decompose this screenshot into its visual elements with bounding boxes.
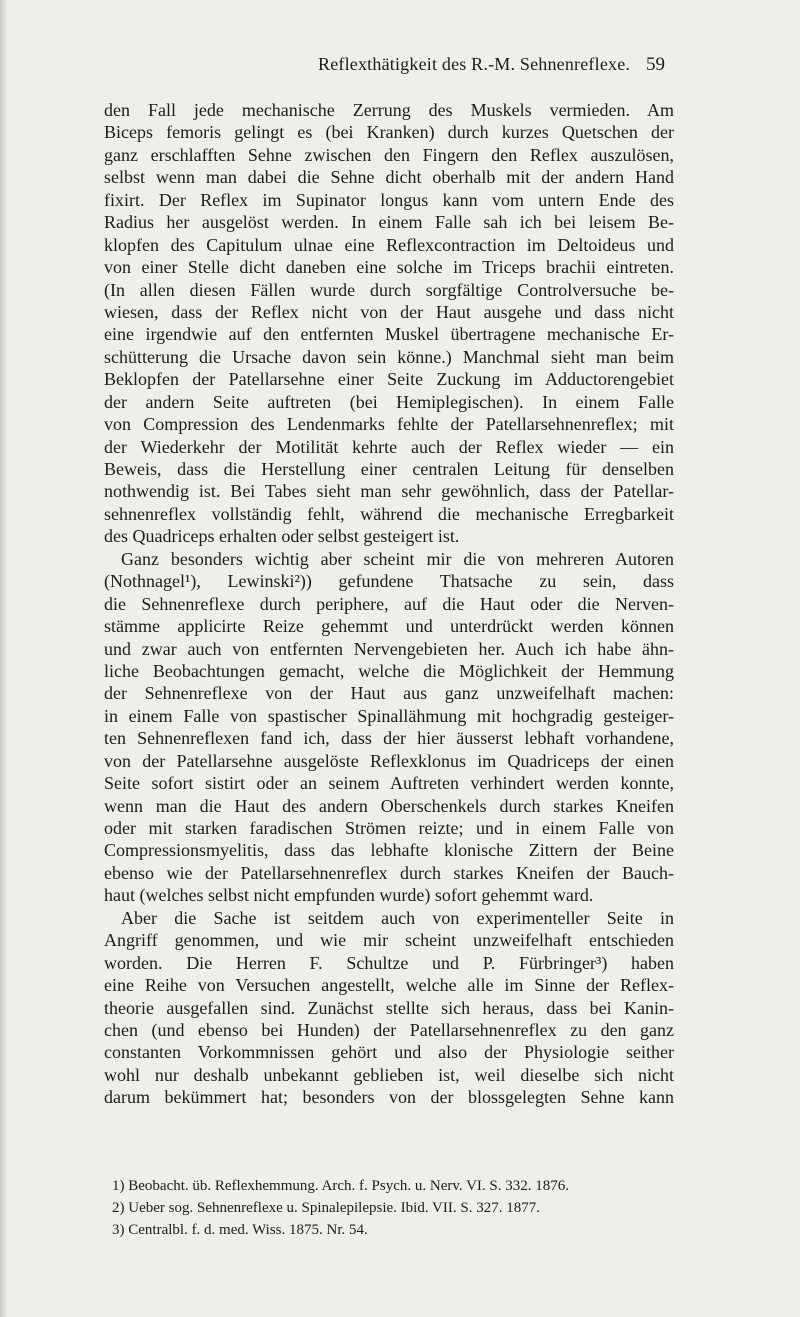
text-line: von der Patellarsehne ausgelöste Reflexklonus im Quadriceps der einen — [104, 750, 674, 771]
text-line: von einer Stelle dicht daneben eine solche im Triceps brachii eintreten. — [104, 257, 674, 278]
footnote: 1) Beobacht. üb. Reflexhemmung. Arch. f. Psych. u. Nerv. VI. S. 332. 1876. — [112, 1178, 570, 1194]
text-line: Ganz besonders wichtig aber scheint mir die von mehreren Autoren — [121, 548, 674, 569]
text-line: (In allen diesen Fällen wurde durch sorgfältige Controlversuche be- — [104, 279, 674, 300]
text-line: von Compression des Lendenmarks fehlte der Patellarsehnenreflex; mit — [104, 414, 674, 435]
text-line: haut (welches selbst nicht empfunden wurde) sofort gehemmt ward. — [104, 885, 594, 906]
text-line: die Sehnenreflexe durch periphere, auf die Haut oder die Nerven- — [104, 593, 674, 614]
text-line: darum bekümmert hat; besonders von der blossgelegten Sehne kann — [104, 1087, 674, 1108]
text-line: ebenso wie der Patellarsehnenreflex durch starkes Kneifen der Bauch- — [104, 862, 674, 883]
text-line: Radius her ausgelöst werden. In einem Falle sah ich bei leisem Be- — [104, 212, 674, 233]
text-line: stämme applicirte Reize gehemmt und unterdrückt werden können — [104, 616, 674, 637]
text-line: des Quadriceps erhalten oder selbst gesteigert ist. — [104, 526, 460, 547]
text-line: chen (und ebenso bei Hunden) der Patellarsehnenreflex zu den ganz — [104, 1019, 674, 1040]
page-edge-shadow — [0, 0, 8, 1317]
text-line: Beklopfen der Patellarsehne einer Seite Zuckung im Adductorengebiet — [104, 369, 674, 390]
footnote: 2) Ueber sog. Sehnenreflexe u. Spinalepilepsie. Ibid. VII. S. 327. 1877. — [112, 1199, 540, 1216]
text-line: Compressionsmyelitis, dass das lebhafte klonische Zittern der Beine — [104, 840, 674, 861]
text-line: selbst wenn man dabei die Sehne dicht oberhalb mit der andern Hand — [104, 167, 674, 188]
text-line: wohl nur deshalb unbekannt geblieben ist, weil dieselbe sich nicht — [104, 1064, 674, 1085]
text-line: Biceps femoris gelingt es (bei Kranken) durch kurzes Quetschen der — [104, 122, 674, 143]
text-line: Seite sofort sistirt oder an seinem Auftreten verhindert werden konnte, — [104, 773, 674, 794]
page-header — [0, 54, 800, 84]
text-line: liche Beobachtungen gemacht, welche die Möglichkeit der Hemmung — [104, 660, 674, 681]
footnotes — [112, 1176, 672, 1241]
text-line: ten Sehnenreflexen fand ich, dass der hier äusserst lebhaft vorhandene, — [104, 728, 674, 749]
text-line: oder mit starken faradischen Strömen reizte; und in einem Falle von — [104, 818, 674, 838]
text-line: Aber die Sache ist seitdem auch von experimenteller Seite in — [121, 907, 674, 928]
page-number: 59 — [646, 54, 665, 75]
text-line: der andern Seite auftreten (bei Hemiplegischen). In einem Falle — [104, 391, 674, 412]
text-line: eine irgendwie auf den entfernten Muskel übertragene mechanische Er- — [104, 324, 674, 345]
text-line: ganz erschlafften Sehne zwischen den Fingern den Reflex auszulösen, — [104, 144, 674, 165]
text-line: der Sehnenreflexe von der Haut aus ganz unzweifelhaft machen: — [104, 683, 674, 704]
text-line: wenn man die Haut des andern Oberschenkels durch starkes Kneifen — [104, 795, 674, 816]
text-line: und zwar auch von entfernten Nervengebieten her. Auch ich habe ähn- — [104, 638, 674, 659]
running-head: Reflexthätigkeit des R.-M. Sehnenreflexe. — [318, 54, 631, 74]
text-line: den Fall jede mechanische Zerrung des Muskels vermieden. Am — [104, 100, 674, 120]
text-line: theorie ausgefallen sind. Zunächst stellte sich heraus, dass bei Kanin- — [104, 997, 674, 1018]
text-line: nothwendig ist. Bei Tabes sieht man sehr gewöhnlich, dass der Patellar- — [104, 481, 674, 502]
text-line: fixirt. Der Reflex im Supinator longus kann vom untern Ende des — [104, 189, 674, 210]
text-line: der Wiederkehr der Motilität kehrte auch der Reflex wieder — ein — [104, 436, 674, 457]
text-line: eine Reihe von Versuchen angestellt, welche alle im Sinne der Reflex- — [104, 975, 674, 996]
text-line: sehnenreflex vollständig fehlt, während die mechanische Erregbarkeit — [104, 503, 674, 524]
text-line: (Nothnagel¹), Lewinski²)) gefundene Thatsache zu sein, dass — [104, 571, 674, 592]
text-line: in einem Falle von spastischer Spinallähmung mit hochgradig gesteiger- — [104, 705, 674, 726]
text-line: Beweis, dass die Herstellung einer centralen Leitung für denselben — [104, 459, 674, 479]
text-line: constanten Vorkommnissen gehört und also der Physiologie seither — [104, 1042, 674, 1063]
text-line: schütterung die Ursache davon sein könne.) Manchmal sieht man beim — [104, 346, 674, 367]
body-text — [104, 99, 674, 1109]
text-line: Angriff genommen, und wie mir scheint unzweifelhaft entschieden — [104, 930, 674, 951]
text-line: klopfen des Capitulum ulnae eine Reflexcontraction im Deltoideus und — [104, 234, 674, 255]
text-line: wiesen, dass der Reflex nicht von der Haut ausgehe und dass nicht — [104, 301, 674, 322]
text-line: worden. Die Herren F. Schultze und P. Fürbringer³) haben — [104, 952, 674, 973]
footnote: 3) Centralbl. f. d. med. Wiss. 1875. Nr. 54. — [112, 1221, 368, 1238]
